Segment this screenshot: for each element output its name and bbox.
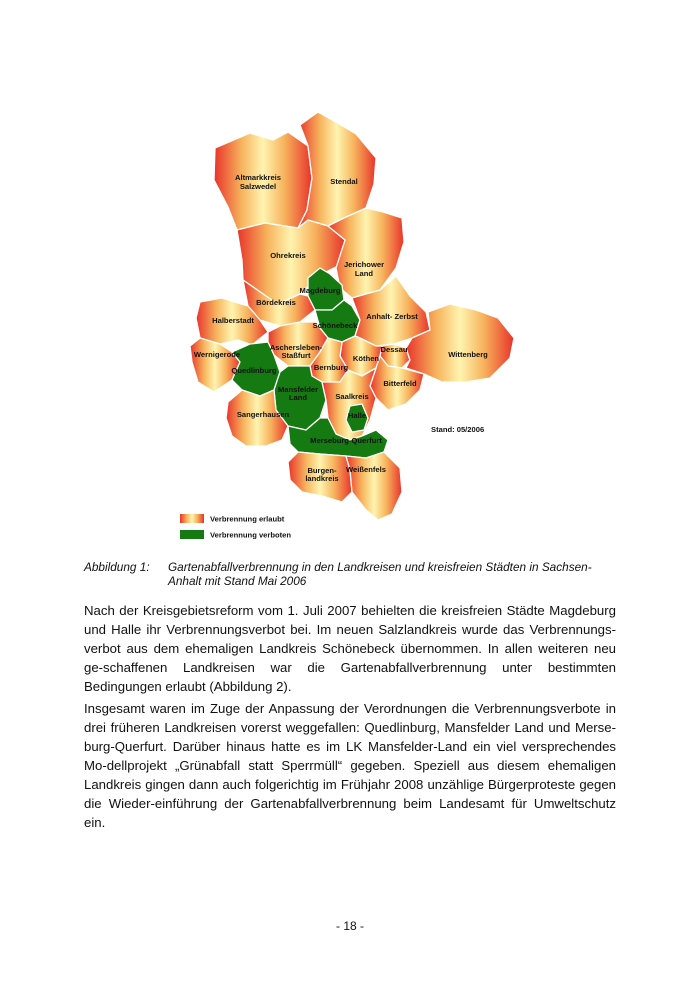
region-label-koethen: Köthen — [352, 354, 380, 363]
region-label-bitterfeld: Bitterfeld — [383, 379, 417, 388]
legend-label-forbidden: Verbrennung verboten — [210, 530, 292, 540]
legend-label-allowed: Verbrennung erlaubt — [210, 514, 285, 524]
district-map-figure — [170, 100, 550, 550]
region-label-schoenebeck: Schönebeck — [312, 321, 358, 330]
region-label-ohrekreis: Ohrekreis — [270, 251, 306, 260]
region-label-aschersleben-stassfurt: Aschersleben- — [269, 343, 323, 352]
region-label-mansfelder-land: Mansfelder — [277, 385, 319, 394]
region-label-burgenlandkreis: landkreis — [305, 474, 339, 483]
region-label-jerichower-land: Jerichower — [343, 260, 385, 269]
region-label-mansfelder-land: Land — [288, 393, 308, 402]
region-label-quedlinburg: Quedlinburg — [231, 366, 277, 375]
region-label-magdeburg: Magdeburg — [299, 286, 341, 295]
region-label-altmarkkreis-salzwedel: Salzwedel — [239, 182, 277, 191]
paragraph-1: Nach der Kreisgebietsreform vom 1. Juli 2007 behielten die kreisfreien Städte Magdeburg und Halle ihr Verbrennungsverbot bei. Im neuen Salzlandkreis wurde das Verbrennungs-verbot aus dem ehemaligen Landkreis Schönebeck übernommen. In allen weiteren neu ge-schaffenen Landkreisen war die Gartenabfallverbrennung unter bestimmten Bedingungen erlaubt (Abbildung 2). — [84, 603, 616, 694]
region-label-halle: Halle — [347, 411, 367, 420]
paragraph-2: Insgesamt waren im Zuge der Anpassung der Verordnungen die Verbrennungsverbote in drei früheren Landkreisen vorerst weggefallen: Quedlinburg, Mansfelder Land und Merse-burg-Querfurt. Darüber hinaus hatte es im LK Mansfelder-Land ein viel versprechendes Mo-dellprojekt „Grünabfall statt Sperrmüll“ gegeben. Speziell aus diesem ehemaligen Landkreis gingen dann auch folgerichtig im Frühjahr 2008 unzählige Bürgerproteste gegen die Wieder-einführung der Gartenabfallverbrennung beim Landesamt für Umweltschutz ein. — [84, 701, 616, 830]
region-label-halberstadt: Halberstadt — [212, 316, 254, 325]
district-map — [170, 100, 550, 550]
region-label-stendal: Stendal — [330, 177, 358, 186]
region-label-anhalt-zerbst: Anhalt- Zerbst — [366, 312, 418, 321]
legend-swatch-forbidden — [180, 530, 204, 539]
region-label-merseburg-querfurt: Merseburg-Querfurt — [310, 436, 382, 445]
region-label-wittenberg: Wittenberg — [448, 350, 488, 359]
region-wernigerode — [190, 338, 240, 392]
region-label-bernburg: Bernburg — [313, 363, 349, 372]
region-label-boerdekreis: Bördekreis — [256, 298, 296, 307]
legend-swatch-allowed — [180, 514, 204, 523]
region-label-burgenlandkreis: Burgen- — [307, 466, 337, 475]
map-legend — [180, 514, 291, 540]
region-label-saalkreis: Saalkreis — [335, 392, 369, 401]
region-label-sangerhausen: Sangerhausen — [236, 410, 290, 419]
region-label-wernigerode: Wernigerode — [193, 350, 241, 359]
page-number: - 18 - — [335, 919, 364, 933]
region-label-weissenfels: Weißenfels — [346, 465, 386, 474]
region-label-altmarkkreis-salzwedel: Altmarkkreis — [234, 173, 282, 182]
caption-number: Abbildung 1: — [84, 560, 150, 574]
region-weissenfels — [346, 452, 402, 520]
region-label-aschersleben-stassfurt: Staßfurt — [281, 351, 311, 360]
region-label-dessau: Dessau — [380, 345, 408, 354]
region-label-jerichower-land: Land — [354, 269, 374, 278]
stand-label: Stand: 05/2006 — [431, 425, 485, 434]
caption-text: Gartenabfallverbrennung in den Landkreisen und kreisfreien Städten in Sachsen-Anhalt mit Stand Mai 2006 — [168, 560, 592, 588]
